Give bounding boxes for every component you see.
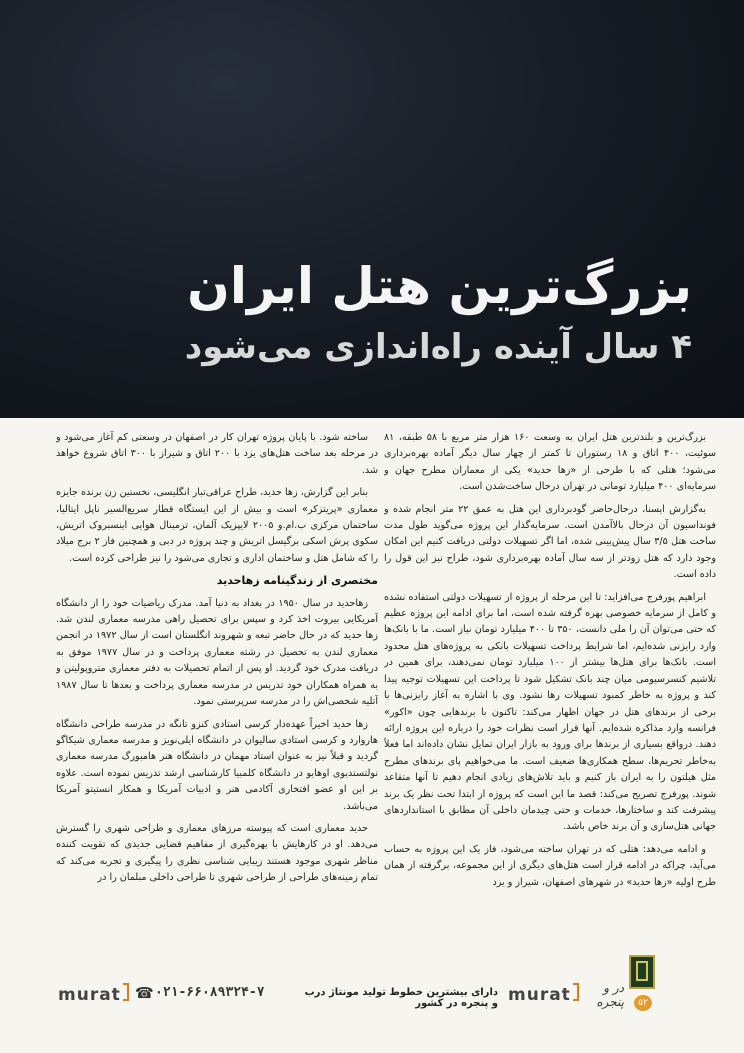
paragraph: ابراهیم پورفرج می‌افزاید: تا این مرحله از پروژه از تسهیلات دولتی استفاده نشده و کامل از سرمایه خصوصی بهره گرفته شده است، اما برای ادامه این پروژه عظیم که حتی می‌توان آن را ملی دانست، ۳۵۰ تا ۴۰۰ میلیارد تومان نیاز است. ما با بانک‌ها وارد رایزنی شده‌ایم، اما شرایط پرداخت تسهیلات بانکی به پروژه‌های هتل محدود است. بانک‌ها برای هتل‌ها بیشتر از ۱۰۰ میلیارد تومان نمی‌دهند، برای همین در تلاشیم کنسرسیومی میان چند بانک تشکیل شود تا پرداخت این تسهیلات توجیه پیدا کند و پروژه به خاطر کمبود تسهیلات رها نشود. وی با اشاره به آغاز رایزنی‌ها با برخی از برندهای هتل در جهان اظهار می‌کند: تاکنون با برندهایی چون «اکور» فرانسه وارد مذاکره شده‌ایم. آنها قرار است نظرات خود را درباره این پروژه ارائه دهند. درواقع بسیاری از برندها برای ورود به بازار ایران تمایل نشان داده‌اند اما فعلاً به‌خاطر تحریم‌ها، سطح همکاری‌ها ضعیف است. ما می‌خواهیم پای برندهای مطرح مثل هیلتون را به ایران باز کنیم و باید تلاش‌های زیادی انجام دهیم تا آنها متقاعد شوند. پورفرج تصریح می‌کند: قصد ما این است که پروژه از ابتدا تحت نظر یک برند پیشرفت کند و ساختارها، خدمات و حتی چیدمان داخلی آن مطابق با استانداردهای جهانی هتل‌سازی و آن برند خاص باشد.: [384, 591, 716, 833]
paragraph: بزرگ‌ترین و بلندترین هتل ایران به وسعت ۱۶۰ هزار متر مربع با ۵۸ طبقه، ۸۱ سوئیت، ۴۰۰ اتاق و ۱۸ رستوران تا کمتر از چهار سال دیگر آماده بهره‌برداری می‌شود؛ هتلی که با طرحی از «زها حدید» یکی از معماران مطرح جهان و سرمایه‌ای ۴۰۰ میلیارد تومانی در تهران درحال ساخت‌شدن است.: [384, 432, 716, 493]
paragraph: زها حدید اخیراً عهده‌دار کرسی استادی کنزو تانگه در مدرسه طراحی دانشگاه هاروارد و کرسی استادی سالیوان در دانشگاه ایلی‌نویز و مدرسه معماری شیکاگو گردید و قبلاً نیز به عنوان استاد مهمان در دانشگاه هنر هامبورگ مدرسه معماری نولتستدیوی اوهایو در دانشگاه کلمبیا کارشناسی ارشد تدریس نموده است. علاوه بر این او عضو افتخاری آکادمی هنر و ادبیات آمریکا و همکار انستیتو آمریکا می‌باشد.: [56, 718, 378, 812]
paragraph: زها‌حدید در سال ۱۹۵۰ در بغداد به دنیا آمد. مدرک ریاضیات خود را از دانشگاه آمریکایی بیروت اخذ کرد و سپس برای تحصیل راهی مدرسه معماری لندن شد. زها حدید که در حال حاضر تبعه و شهروند انگلستان است از سال ۱۹۷۲ در انجمن معماری لندن به تحصیل در رشته معماری پرداخت و در سال ۱۹۷۷ موفق به دریافت مدرک خود گردید. او پس از اتمام تحصیلات به دفتر معماری مترو‌پولیتن و به همراه همکاران خود تدریس در مدرسه معماری پرداخت و بعدها تا سال ۱۹۸۷ آتلیه شخصی‌اش را در مدرسه سرپرستی نمود.: [56, 597, 378, 708]
page-subtitle: ۴ سال آینده راه‌اندازی می‌شود: [184, 327, 692, 367]
bracket-icon: [573, 983, 579, 1001]
phone-number: ۰۲۱-۶۶۰۸۹۳۲۴-۷: [155, 985, 265, 1000]
brand-logo: murat: [58, 983, 129, 1005]
paragraph: و ادامه می‌دهد: هتلی که در تهران ساخته می‌شود، فاز یک این پروژه به حساب می‌آید، چراکه در ادامه قرار است هتل‌های دیگری از این مجموعه، برگرفته از همان طرح اولیه «زها حدید» در شهرهای اصفهان، شیراز و یزد: [384, 843, 716, 888]
article-column-right: [384, 430, 716, 935]
tagline: دارای بیشترین خطوط تولید مونتاژ درب و پنجره در کشور: [304, 987, 498, 1009]
page-title: بزرگ‌ترین هتل ایران: [187, 257, 692, 315]
paragraph: حدید معماری است که پیوسته مرزهای معماری و طراحی شهری را گسترش می‌دهد. او در کارهایش با بهره‌گیری از مفاهیم فضایی جدیدی که تقویت کننده مناظر شهری موجود هستند زیبایی شناسی نظری را پیگیری و تجربه می‌کند که تمام زمینه‌های طراحی از طراحی شهری تا طراحی داخلی مبلمان را در: [56, 822, 378, 884]
phone-icon: ☎: [135, 984, 154, 1002]
bio-heading: مختصری از زندگینامه زها‌حدید: [216, 574, 378, 588]
page-number: ۵۲: [634, 995, 652, 1011]
hero-banner: [0, 0, 744, 418]
footer: [0, 955, 744, 1053]
window-icon: [629, 955, 655, 989]
publication-logo: در و پنجره: [596, 981, 624, 1009]
paragraph: بنابر این گزارش، زها حدید، طراح عراقی‌تبار انگلیسی، نخستین زن برنده جایزه معماری «پریتزکر» است و بیش از این ایستگاه قطار سریع‌السیر ناپل ایتالیا، ساختمان مرکزی ب.ام.و ۲۰۰۵ لایپزیک آلمان، ترمینال هوایی اینسبروک اتریش، سکوی پرش اسکی برگیسل اتریش و چند پروژه در دبی و همچنین فاز ۲ برج میلاد را که شامل هتل و ساختمان اداری و تجاری می‌شود را نیز طراحی کرده است.: [56, 487, 378, 564]
brand-logo-secondary: murat: [508, 983, 579, 1005]
bracket-icon: [123, 983, 129, 1001]
article-column-left: [56, 430, 378, 935]
paragraph: به‌گزارش ایسنا، درحال‌حاضر گودبرداری این هتل به عمق ۲۲ متر انجام شده و فونداسیون آن درحال بالاآمدن است. سرمایه‌گذار این پروژه می‌گوید طول مدت ساخت هتل ۳/۵ سال پیش‌بینی شده، اما اگر تسهیلات دولتی دریافت کنیم این امکان وجود دارد که هتل زودتر از سه سال آماده بهره‌برداری شود، طراح نیز این قول را داده است.: [384, 503, 716, 581]
paragraph: ساخته شود. با پایان پروژه تهران کار در اصفهان در وسعتی کم آغاز می‌شود و در مرحله بعد ساخت هتل‌های یزد با ۲۰۰ اتاق و شیراز با ۳۰۰ اتاق شروع خواهد شد.: [56, 432, 378, 476]
